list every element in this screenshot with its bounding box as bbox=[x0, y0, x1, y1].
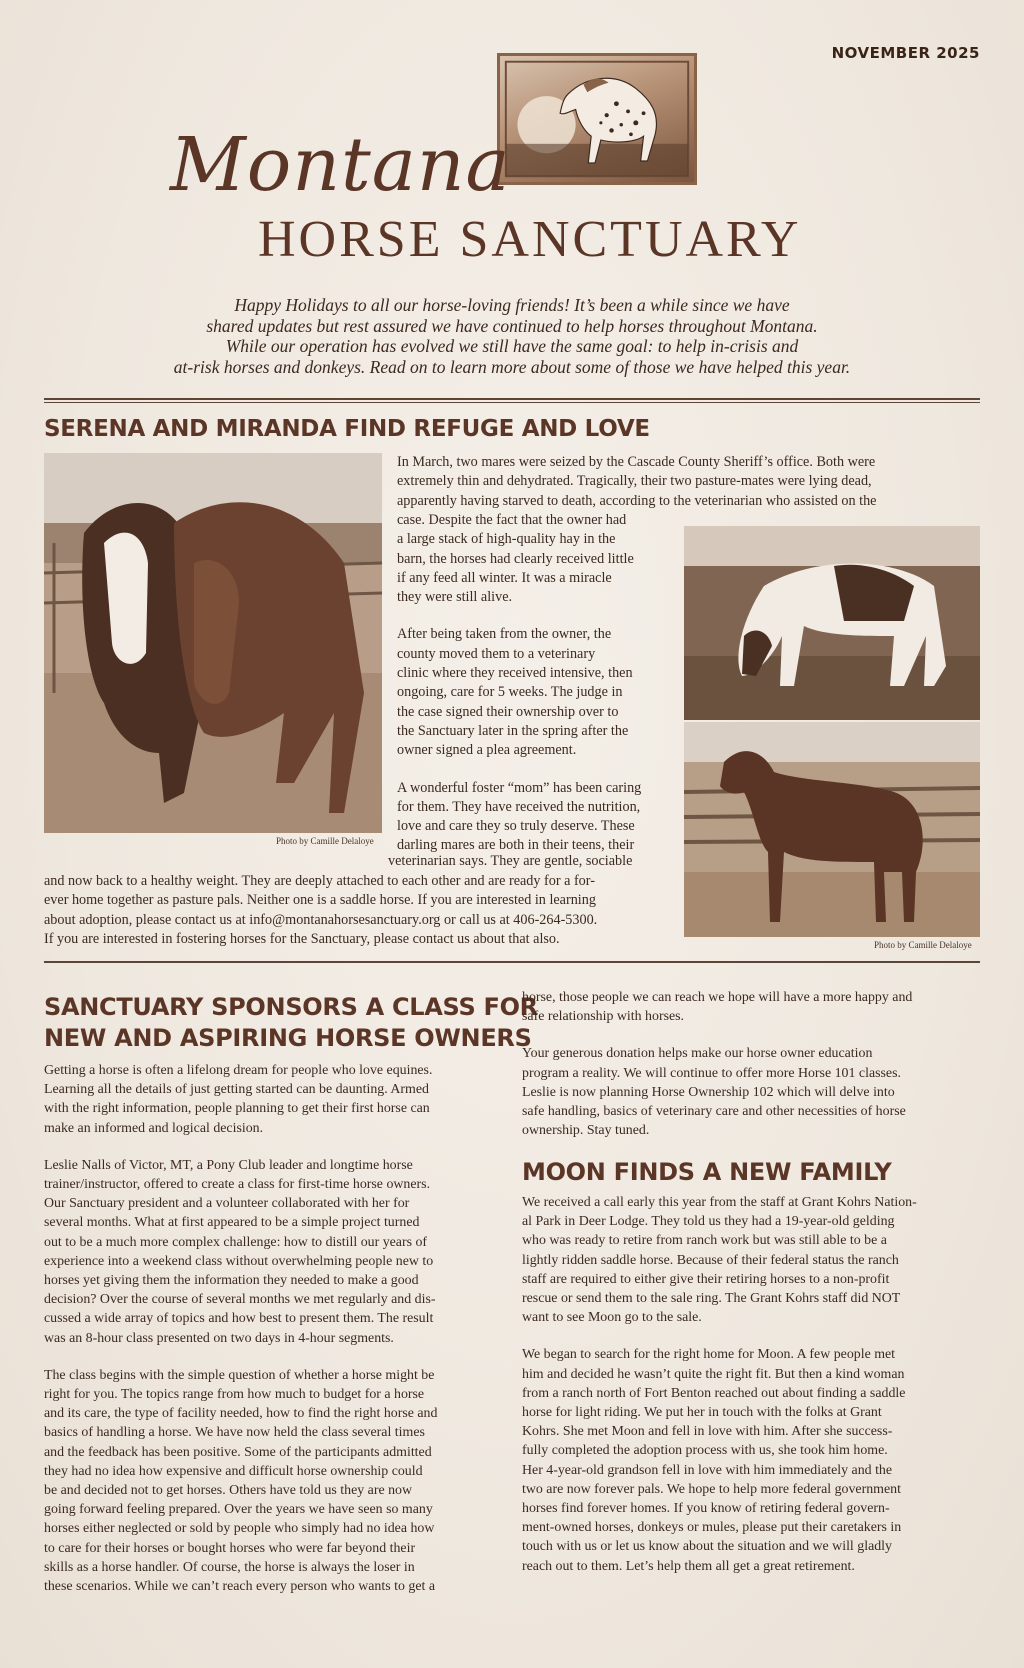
text-line: If you are interested in fostering horses for the Sanctuary, please contact us about that also. bbox=[44, 930, 560, 947]
text-line: make an informed and logical decision. bbox=[44, 1120, 264, 1136]
text-line: they had no idea how expensive and difficult horse ownership could bbox=[44, 1463, 423, 1479]
text-line: ongoing, care for 5 weeks. The judge in bbox=[397, 684, 623, 701]
bay-horse-photo bbox=[684, 722, 980, 937]
text-line: experience into a weekend class without overwhelming people new to bbox=[44, 1253, 434, 1269]
text-line: about adoption, please contact us at info@montanahorsesanctuary.org or call us at 406-264-5300. bbox=[44, 911, 598, 928]
text-line: Leslie is now planning Horse Ownership 102 which will delve into bbox=[522, 1084, 895, 1100]
text-line: fully completed the adoption process with us, she took him home. bbox=[522, 1443, 888, 1459]
text-line: and now back to a healthy weight. They are deeply attached to each other and are ready for a for- bbox=[44, 873, 595, 889]
text-line: After being taken from the owner, the bbox=[397, 626, 612, 643]
text-line: A wonderful foster “mom” has been caring bbox=[397, 779, 642, 796]
text-line: basics of handling a horse. We have now held the class several times bbox=[44, 1425, 425, 1441]
text-line: a large stack of high-quality hay in the bbox=[397, 531, 616, 548]
moon-heading: MOON FINDS A NEW FAMILY bbox=[522, 1158, 892, 1186]
text-line: these scenarios. While we can’t reach every person who wants to get a bbox=[44, 1579, 435, 1595]
text-line: staff are required to either give their retiring horses to a non-profit bbox=[522, 1271, 890, 1287]
text-line: In March, two mares were seized by the Cascade County Sheriff’s office. Both were bbox=[397, 454, 876, 470]
text-line: love and care they so truly deserve. These bbox=[397, 818, 635, 835]
text-line: decision? Over the course of several months we met regularly and dis- bbox=[44, 1292, 436, 1308]
text-line: to care for their horses or bought horses who were far beyond their bbox=[44, 1540, 416, 1556]
text-line: Her 4-year-old grandson fell in love with him immediately and the bbox=[522, 1462, 893, 1478]
text-line: horse, those people we can reach we hope will have a more happy and bbox=[522, 990, 913, 1005]
text-line: extremely thin and dehydrated. Tragically, their two pasture-mates were lying dead, bbox=[397, 473, 872, 490]
text-line: The class begins with the simple question of whether a horse might be bbox=[44, 1367, 435, 1383]
text-line: be and decided not to get horses. Others have told us they are now bbox=[44, 1483, 413, 1499]
text-line: and the feedback has been positive. Some of the participants admitted bbox=[44, 1444, 432, 1460]
text-line: safe relationship with horses. bbox=[522, 1009, 685, 1025]
text-line: horse for light riding. We put her in touch with the folks at Grant bbox=[522, 1405, 882, 1421]
intro-line: Happy Holidays to all our horse-loving friends! It’s been a while since we have bbox=[234, 295, 790, 315]
text-line: al Park in Deer Lodge. They told us they had a 19-year-old gelding bbox=[522, 1214, 895, 1230]
sponsor-article-continued bbox=[522, 988, 982, 1140]
text-line: touch with us or let us know about the situation and we will gladly bbox=[522, 1539, 892, 1555]
pinto-horse-photo bbox=[684, 526, 980, 720]
text-line: ownership. Stay tuned. bbox=[522, 1123, 650, 1139]
text-line: horses yet giving them the information they needed to make a good bbox=[44, 1273, 419, 1289]
heading-line: NEW AND ASPIRING HORSE OWNERS bbox=[44, 1024, 532, 1052]
text-line: We began to search for the right home for Moon. A few people met bbox=[522, 1347, 896, 1363]
text-line: horses either neglected or sold by people who simply had no idea how bbox=[44, 1521, 435, 1537]
text-line: darling mares are both in their teens, their bbox=[397, 837, 635, 854]
intro-line: While our operation has evolved we still have the same goal: to help in-crisis and bbox=[225, 336, 799, 356]
brand-script-title: Montana bbox=[170, 122, 511, 208]
text-line: Getting a horse is often a lifelong dream for people who love equines. bbox=[44, 1063, 433, 1078]
photo-credit-left: Photo by Camille Delaloye bbox=[276, 836, 374, 846]
text-line: him and decided he wasn’t quite the right fit. But then a kind woman bbox=[522, 1366, 905, 1382]
text-line: they were still alive. bbox=[397, 589, 513, 606]
text-line: veterinarian says. They are gentle, sociable bbox=[388, 853, 633, 869]
sponsor-heading bbox=[44, 992, 538, 1054]
serena-heading: SERENA AND MIRANDA FIND REFUGE AND LOVE bbox=[44, 416, 650, 442]
text-line: going forward feeling prepared. Over the years we have seen so many bbox=[44, 1502, 433, 1518]
text-line: barn, the horses had clearly received little bbox=[397, 550, 634, 567]
serena-column-text-end bbox=[388, 852, 688, 871]
text-line: trainer/instructor, offered to create a class for first-time horse owners. bbox=[44, 1177, 431, 1193]
intro-line: shared updates but rest assured we have continued to help horses throughout Montana. bbox=[206, 315, 818, 336]
text-line: Our Sanctuary president and a volunteer collaborated with her for bbox=[44, 1196, 410, 1212]
text-line: Your generous donation helps make our horse owner education bbox=[522, 1046, 873, 1062]
text-line: county moved them to a veterinary bbox=[397, 645, 596, 662]
text-line: Kohrs. She met Moon and fell in love with him. After she success- bbox=[522, 1424, 893, 1440]
text-line: ever home together as pasture pals. Neither one is a saddle horse. If you are interested in learning bbox=[44, 892, 596, 909]
text-line: for them. They have received the nutrition, bbox=[397, 798, 641, 815]
text-line: two are now forever pals. We hope to help more federal government bbox=[522, 1481, 901, 1497]
text-line: horses find forever homes. If you know of retiring federal govern- bbox=[522, 1501, 890, 1517]
text-line: from a ranch north of Fort Benton reached out about finding a saddle bbox=[522, 1385, 906, 1401]
text-line: the case signed their ownership over to bbox=[397, 703, 619, 720]
moon-article-text bbox=[522, 1193, 982, 1576]
text-line: want to see Moon go to the sale. bbox=[522, 1310, 702, 1326]
photo-credit-right: Photo by Camille Delaloye bbox=[874, 940, 972, 950]
text-line: We received a call early this year from the staff at Grant Kohrs Nation- bbox=[522, 1195, 917, 1210]
text-line: out to be a much more complex challenge: how to distill our years of bbox=[44, 1234, 428, 1250]
text-line: with the right information, people planning to get their first horse can bbox=[44, 1101, 430, 1117]
logo-horse-image bbox=[497, 53, 697, 185]
serena-intro-text bbox=[397, 453, 977, 511]
text-line: skills as a horse handler. Of course, the horse is always the loser in bbox=[44, 1559, 415, 1575]
text-line: several months. What at first appeared to be a simple project turned bbox=[44, 1215, 420, 1231]
text-line: program a reality. We will continue to offer more Horse 101 classes. bbox=[522, 1065, 901, 1081]
text-line: owner signed a plea agreement. bbox=[397, 742, 577, 759]
section-divider bbox=[44, 961, 980, 963]
text-line: apparently having starved to death, according to the veterinarian who assisted on the bbox=[397, 492, 877, 509]
serena-column-text bbox=[397, 511, 677, 856]
text-line: if any feed all winter. It was a miracle bbox=[397, 569, 612, 586]
text-line: rescue or send them to the sale ring. The Grant Kohrs staff did NOT bbox=[522, 1291, 901, 1307]
two-mares-photo bbox=[44, 453, 382, 833]
section-divider bbox=[44, 398, 980, 400]
issue-date: NOVEMBER 2025 bbox=[831, 44, 980, 62]
text-line: clinic where they received intensive, then bbox=[397, 665, 633, 682]
text-line: Leslie Nalls of Victor, MT, a Pony Club leader and longtime horse bbox=[44, 1157, 413, 1173]
sponsor-article-text bbox=[44, 1061, 504, 1596]
heading-line: SANCTUARY SPONSORS A CLASS FOR bbox=[44, 993, 538, 1021]
serena-bottom-text bbox=[44, 872, 684, 949]
text-line: and its care, the type of facility needed, how to find the right horse and bbox=[44, 1406, 438, 1422]
text-line: reach out to them. Let’s help them all get a great retirement. bbox=[522, 1558, 855, 1574]
text-line: lightly ridden saddle horse. Because of their federal status the ranch bbox=[522, 1252, 899, 1268]
text-line: right for you. The topics range from how much to budget for a horse bbox=[44, 1387, 425, 1403]
intro-message bbox=[120, 295, 904, 377]
intro-line: at-risk horses and donkeys. Read on to learn more about some of those we have helped this year. bbox=[173, 356, 851, 377]
text-line: who was ready to retire from ranch work but was still able to be a bbox=[522, 1233, 887, 1249]
text-line: was an 8-hour class presented on two days in 4-hour segments. bbox=[44, 1330, 394, 1346]
text-line: cussed a wide array of topics and how best to present them. The result bbox=[44, 1311, 434, 1327]
text-line: the Sanctuary later in the spring after the bbox=[397, 722, 629, 739]
text-line: ment-owned horses, donkeys or mules, please put their caretakers in bbox=[522, 1520, 902, 1536]
text-line: Learning all the details of just getting started can be daunting. Armed bbox=[44, 1082, 429, 1098]
brand-main-title: HORSE SANCTUARY bbox=[258, 211, 802, 268]
text-line: case. Despite the fact that the owner had bbox=[397, 512, 627, 528]
text-line: safe handling, basics of veterinary care and other necessities of horse bbox=[522, 1104, 906, 1120]
